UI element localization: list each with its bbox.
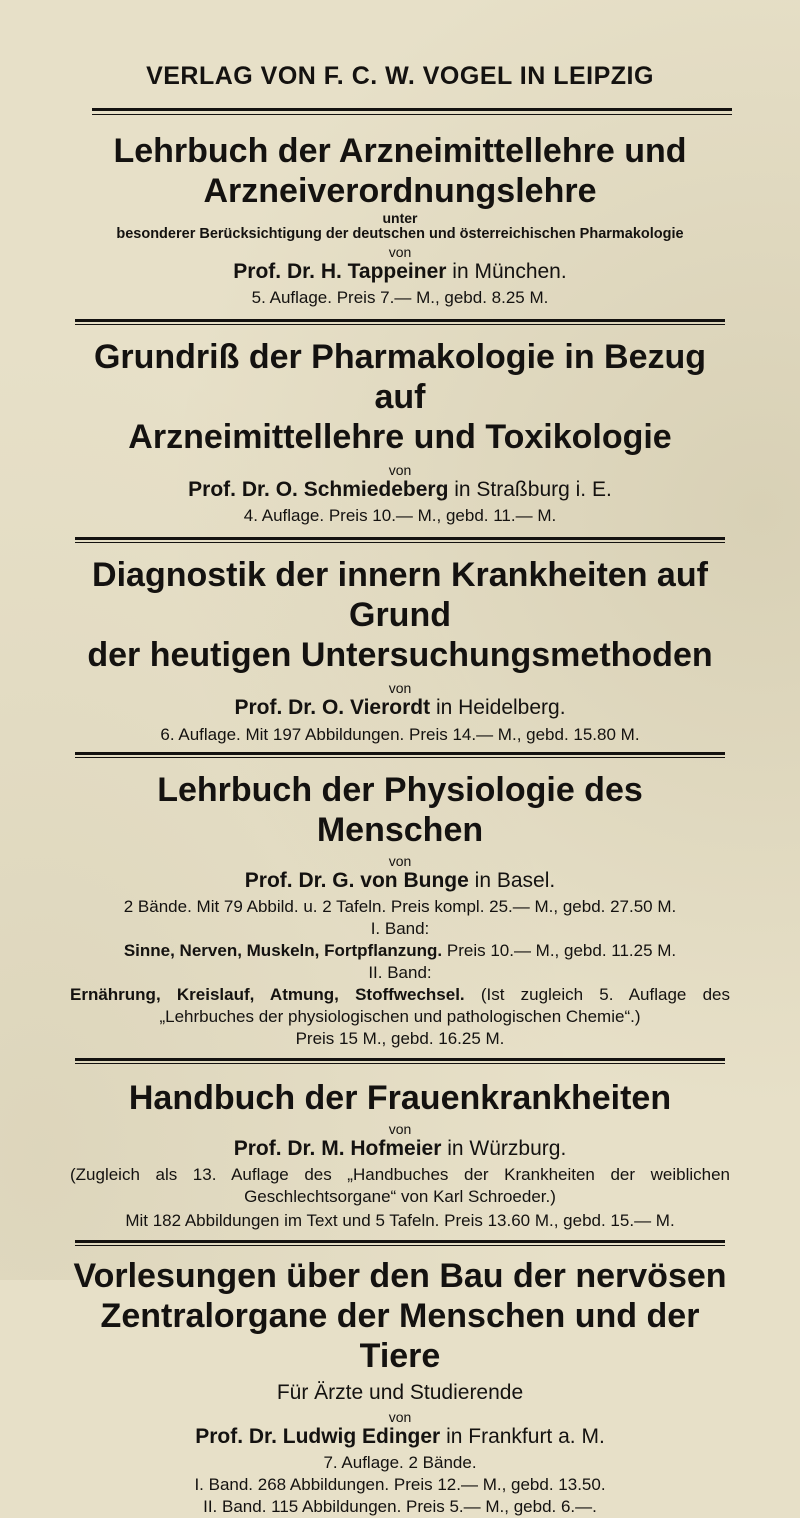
publisher-heading: VERLAG VON F. C. W. VOGEL IN LEIPZIG xyxy=(146,62,654,90)
band-label: II. Band: xyxy=(368,963,432,982)
band-price: Preis 15 M., gebd. 16.25 M. xyxy=(295,1029,505,1048)
band-line: II. Band. 115 Abbildungen. Preis 5.— M., gebd. 6.—. xyxy=(203,1497,597,1516)
section-rule xyxy=(75,319,725,325)
book-title-line: Zentralorgane der Menschen und der Tiere xyxy=(100,1297,700,1375)
book-title-line: der heutigen Untersuchungsmethoden xyxy=(87,636,713,674)
section-rule xyxy=(75,1058,725,1064)
header-rule xyxy=(92,108,732,115)
book-title-line: Arzneiverordnungslehre xyxy=(203,172,597,210)
book-entry-vierordt xyxy=(70,555,730,746)
author-name: Prof. Dr. O. Schmiedeberg xyxy=(188,478,449,501)
band-title: Sinne, Nerven, Muskeln, Fortpflanzung. xyxy=(123,941,443,960)
book-entry-bunge xyxy=(70,770,730,1050)
audience-line: Für Ärzte und Studierende xyxy=(276,1381,524,1404)
author-name: Prof. Dr. Ludwig Edinger xyxy=(195,1425,441,1448)
edition-price: 6. Auflage. Mit 197 Abbildungen. Preis 14.— M., gebd. 15.80 M. xyxy=(160,725,640,744)
von-label: von xyxy=(388,680,412,696)
author-line xyxy=(70,1424,730,1450)
band-line: I. Band. 268 Abbildungen. Preis 12.— M., gebd. 13.50. xyxy=(194,1475,606,1494)
band-line xyxy=(70,940,730,962)
edition-price: Mit 182 Abbildungen im Text und 5 Tafeln. Preis 13.60 M., gebd. 15.— M. xyxy=(125,1211,675,1230)
band-label: I. Band: xyxy=(370,919,430,938)
author-line xyxy=(70,477,730,503)
book-title-line: Arzneimittellehre und Toxikologie xyxy=(128,418,672,456)
von-label: von xyxy=(388,244,412,260)
book-title-line: Lehrbuch der Arzneimittellehre und xyxy=(113,132,687,170)
book-title-line: Lehrbuch der Physiologie des Menschen xyxy=(157,771,643,849)
author-line xyxy=(70,868,730,894)
author-place: in Heidelberg. xyxy=(430,696,566,719)
book-title-line: Diagnostik der innern Krankheiten auf Grund xyxy=(92,556,708,634)
author-place: in Frankfurt a. M. xyxy=(440,1425,605,1448)
author-name: Prof. Dr. M. Hofmeier xyxy=(233,1137,442,1160)
band-note: (Ist zugleich 5. Auflage des „Lehrbuches der physiologischen und pathologischen Chemie“.) xyxy=(159,985,730,1026)
section-rule xyxy=(75,752,725,758)
book-note: (Zugleich als 13. Auflage des „Handbuches der Krankheiten der weiblichen Geschlechtsorgane“ von Karl Schroeder.) xyxy=(70,1165,730,1206)
book-entry-schmiedeberg xyxy=(70,337,730,527)
book-entry-hofmeier xyxy=(70,1078,730,1232)
section-rule xyxy=(75,1240,725,1246)
author-place: in Straßburg i. E. xyxy=(448,478,612,501)
von-label: von xyxy=(388,1121,412,1137)
book-title-line: Handbuch der Frauenkrankheiten xyxy=(128,1079,672,1117)
von-label: von xyxy=(388,462,412,478)
author-line xyxy=(70,695,730,721)
book-subtitle: besonderer Berücksichtigung der deutschen und österreichischen Pharmakologie xyxy=(116,226,684,242)
edition-price: 4. Auflage. Preis 10.— M., gebd. 11.— M. xyxy=(243,506,557,525)
author-name: Prof. Dr. G. von Bunge xyxy=(244,869,469,892)
author-name: Prof. Dr. O. Vierordt xyxy=(234,696,431,719)
band-title: Ernährung, Kreislauf, Atmung, Stoffwechsel. xyxy=(70,985,465,1004)
author-place: in Würzburg. xyxy=(441,1137,567,1160)
author-line xyxy=(70,1136,730,1162)
book-entry-edinger xyxy=(70,1256,730,1518)
author-line xyxy=(70,259,730,285)
unter-label: unter xyxy=(382,210,418,226)
book-entry-tappeiner xyxy=(70,131,730,309)
von-label: von xyxy=(388,853,412,869)
author-place: in München. xyxy=(446,260,567,283)
band-line xyxy=(70,984,730,1028)
book-title-line: Vorlesungen über den Bau der nervösen xyxy=(73,1257,727,1295)
section-rule xyxy=(75,537,725,543)
book-title-line: Grundriß der Pharmakologie in Bezug auf xyxy=(93,338,707,416)
edition-price: 5. Auflage. Preis 7.— M., gebd. 8.25 M. xyxy=(251,288,549,307)
author-name: Prof. Dr. H. Tappeiner xyxy=(233,260,447,283)
author-place: in Basel. xyxy=(468,869,556,892)
edition-price: 2 Bände. Mit 79 Abbild. u. 2 Tafeln. Preis kompl. 25.— M., gebd. 27.50 M. xyxy=(123,897,677,916)
von-label: von xyxy=(388,1409,412,1425)
edition-line: 7. Auflage. 2 Bände. xyxy=(323,1453,477,1472)
band-price: Preis 10.— M., gebd. 11.25 M. xyxy=(442,941,677,960)
